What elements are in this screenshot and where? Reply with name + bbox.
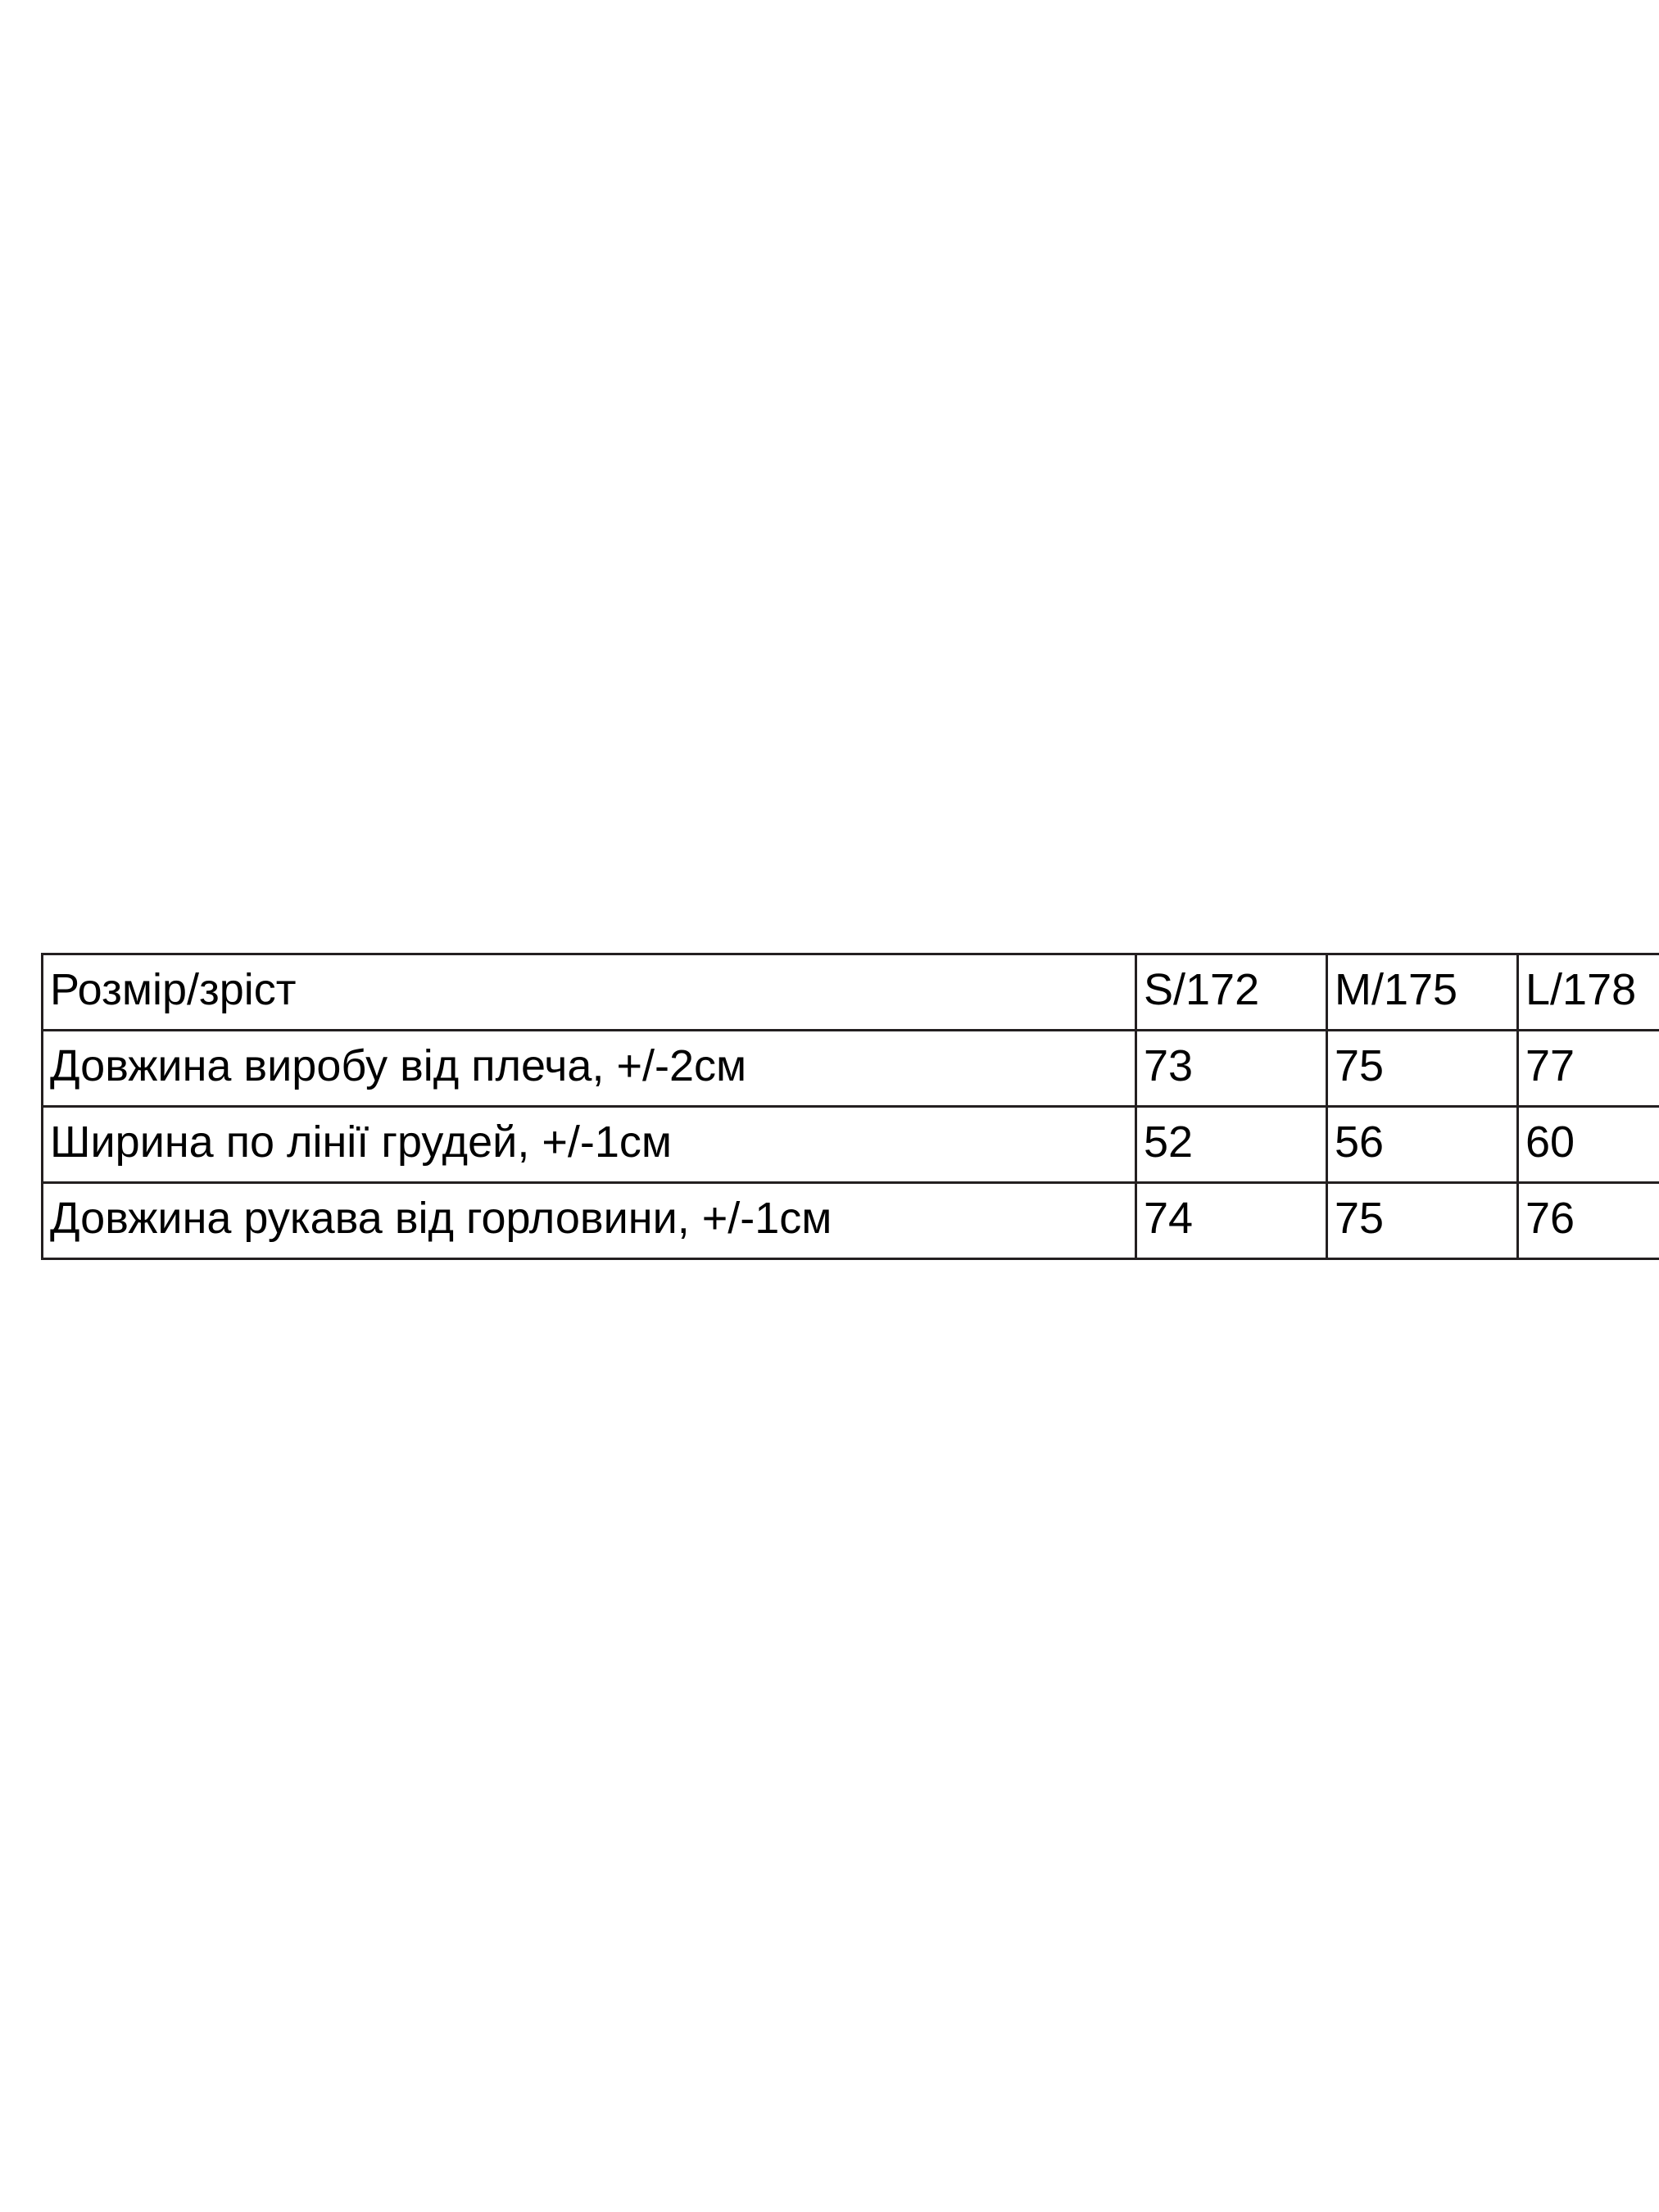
table-row bbox=[43, 1183, 1659, 1259]
row-label-length-from-shoulder: Довжина виробу від плеча, +/-2см bbox=[43, 1031, 1136, 1107]
size-chart-container bbox=[41, 953, 1659, 1260]
header-cell-size-m: M/175 bbox=[1327, 954, 1518, 1031]
header-cell-size-l: L/178 bbox=[1518, 954, 1659, 1031]
size-chart-body bbox=[43, 954, 1659, 1259]
table-row bbox=[43, 1107, 1659, 1183]
header-cell-measurement: Розмір/зріст bbox=[43, 954, 1136, 1031]
cell-sleeve-m: 75 bbox=[1327, 1183, 1518, 1259]
cell-sleeve-s: 74 bbox=[1136, 1183, 1327, 1259]
size-chart-table bbox=[41, 953, 1659, 1260]
cell-length-s: 73 bbox=[1136, 1031, 1327, 1107]
cell-chest-m: 56 bbox=[1327, 1107, 1518, 1183]
table-row bbox=[43, 1031, 1659, 1107]
cell-length-m: 75 bbox=[1327, 1031, 1518, 1107]
cell-length-l: 77 bbox=[1518, 1031, 1659, 1107]
cell-sleeve-l: 76 bbox=[1518, 1183, 1659, 1259]
table-header-row bbox=[43, 954, 1659, 1031]
header-cell-size-s: S/172 bbox=[1136, 954, 1327, 1031]
row-label-chest-width: Ширина по лінії грудей, +/-1см bbox=[43, 1107, 1136, 1183]
cell-chest-s: 52 bbox=[1136, 1107, 1327, 1183]
cell-chest-l: 60 bbox=[1518, 1107, 1659, 1183]
row-label-sleeve-length: Довжина рукава від горловини, +/-1см bbox=[43, 1183, 1136, 1259]
